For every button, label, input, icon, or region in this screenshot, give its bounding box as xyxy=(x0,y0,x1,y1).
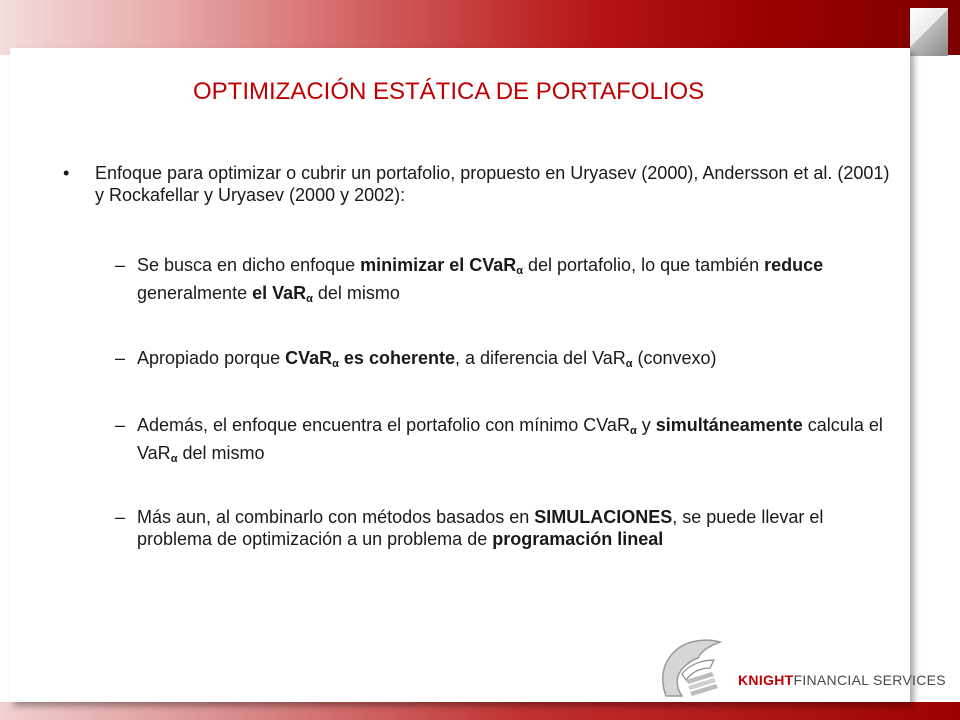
sub2-text-2: , a diferencia del VaR xyxy=(454,348,626,368)
sub3-bold-1: simultáneamente xyxy=(655,415,803,435)
alpha-subscript: α xyxy=(516,265,523,277)
sub-bullet-marker: – xyxy=(115,255,126,275)
sub1-text-2: del portafolio, lo que también xyxy=(523,255,765,275)
sub-bullet-marker: – xyxy=(115,507,126,527)
sub3-text-1: Además, el enfoque encuentra el portafolio con mínimo CVaR xyxy=(137,415,630,435)
sub-bullet-3 xyxy=(137,414,897,470)
sub3-text-2: y xyxy=(636,415,656,435)
bullet-marker: • xyxy=(63,163,70,183)
sub1-bold-2: reduce xyxy=(764,255,824,275)
sub3-text-4: del mismo xyxy=(177,443,265,463)
sub-bullet-1 xyxy=(137,254,897,310)
sub-bullet-marker: – xyxy=(115,348,126,368)
sub1-text-3: generalmente xyxy=(137,283,253,303)
sub4-bold-1: SIMULACIONES xyxy=(534,507,673,527)
alpha-subscript: α xyxy=(625,358,633,370)
sub4-text-1: Más aun, al combinarlo con métodos basados en xyxy=(137,507,535,527)
sub-bullet-marker: – xyxy=(115,415,126,435)
sub3-text-3: calcula el VaR xyxy=(137,415,883,463)
company-brand: KNIGHT xyxy=(738,672,794,688)
company-logo xyxy=(652,630,950,702)
sub-bullet-2 xyxy=(137,347,897,375)
alpha-subscript: α xyxy=(306,293,313,305)
sub-bullet-4 xyxy=(137,506,897,550)
bullet-text: Enfoque para optimizar o cubrir un portafolio, propuesto en Uryasev (2000), Andersson et al. (2001) y Rockafellar y Uryasev (2000 y 2002): xyxy=(95,163,890,205)
sub2-text-3: (convexo) xyxy=(632,348,717,368)
sub4-bold-2: programación lineal xyxy=(492,529,664,549)
sub4-text-2: , se puede llevar el problema de optimización a un problema de xyxy=(137,507,824,549)
alpha-subscript: α xyxy=(170,453,178,465)
sub2-bold-1: CVaR xyxy=(285,348,333,368)
alpha-subscript: α xyxy=(629,425,637,437)
knight-helmet-icon xyxy=(652,630,736,702)
company-name-rest: FINANCIAL SERVICES xyxy=(793,672,946,688)
sub2-bold-2: es coherente xyxy=(338,348,455,368)
alpha-subscript: α xyxy=(332,358,339,370)
sub1-text-4: del mismo xyxy=(312,283,400,303)
sub1-text-1: Se busca en dicho enfoque xyxy=(137,255,361,275)
sub1-bold-1: minimizar el CVaR xyxy=(360,255,517,275)
slide-title: OPTIMIZACIÓN ESTÁTICA DE PORTAFOLIOS xyxy=(193,78,705,105)
sub2-text-1: Apropiado porque xyxy=(137,348,286,368)
sub1-bold-3: el VaR xyxy=(252,283,307,303)
company-name xyxy=(738,672,946,688)
